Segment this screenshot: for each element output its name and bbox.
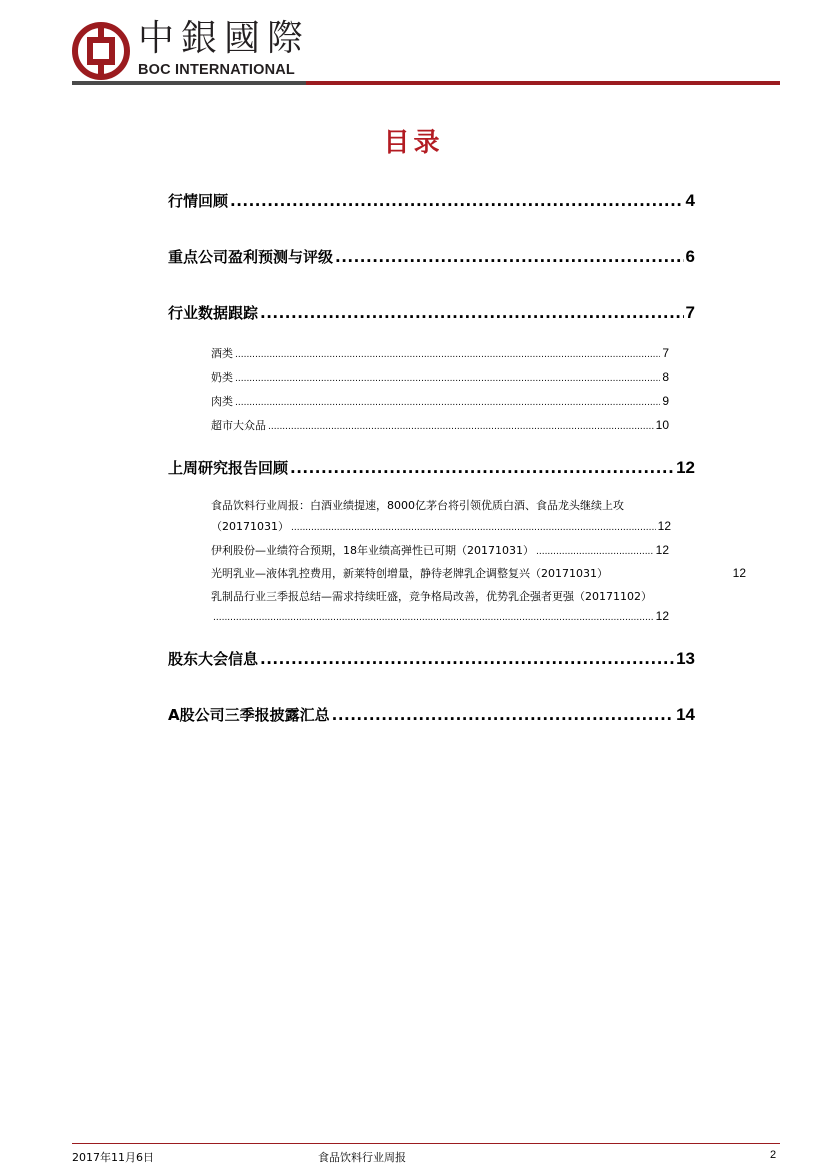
header-rule-dark [72,81,306,85]
boc-logo-icon [72,22,130,80]
toc-entry-label: 行业数据跟踪 [168,304,259,322]
toc-entry-label: （20171031） [211,520,289,533]
toc-leader-dots [230,192,684,210]
footer-rule [72,1143,780,1144]
toc-entry-page: 12 [657,519,671,533]
toc-entry-page: 10 [655,418,669,432]
toc-subentry-dairy[interactable] [211,369,669,385]
brand-name-english: BOC INTERNATIONAL [138,62,295,78]
toc-entry-key-company-forecast[interactable] [168,246,695,267]
toc-entry-last-week-reports[interactable] [168,457,695,478]
toc-report-dairy-q3-line1[interactable]: 乳制品行业三季报总结—需求持续旺盛，竞争格局改善，优势乳企强者更强（20171102） [211,590,652,603]
toc-leader-dots [213,613,654,623]
toc-entry-label: 股东大会信息 [168,650,259,668]
toc-report-dairy-q3[interactable] [211,609,669,623]
toc-report-bright-dairy[interactable] [211,565,746,581]
toc-entry-page: 12 [732,566,746,580]
toc-leader-dots [235,374,660,384]
toc-entry-page: 14 [676,705,695,724]
toc-entry-label: 酒类 [211,347,233,360]
toc-subentry-liquor[interactable] [211,345,669,361]
brand-name-chinese: 中銀國際 [138,18,311,59]
toc-entry-a-share-q3-summary[interactable] [168,704,695,725]
header-rule-red [306,81,780,85]
toc-subentry-supermarket[interactable] [211,417,669,433]
toc-leader-dots [335,248,684,266]
toc-entry-page: 7 [685,303,695,322]
toc-entry-page: 7 [662,346,669,360]
toc-leader-dots [268,422,654,432]
toc-entry-page: 8 [662,370,669,384]
toc-leader-dots [260,304,684,322]
toc-entry-industry-data[interactable] [168,302,695,323]
toc-entry-page: 12 [676,458,695,477]
toc-entry-label: 行情回顾 [168,192,229,210]
toc-subentry-meat[interactable] [211,393,669,409]
page-header [0,0,827,100]
toc-entry-page: 9 [662,394,669,408]
toc-leader-dots [291,523,656,533]
toc-leader-dots [235,350,660,360]
toc-report-weekly-line1[interactable]: 食品饮料行业周报：白酒业绩提速，8000亿茅台将引领优质白酒、食品龙头继续上攻 [211,499,624,512]
toc-entry-market-review[interactable] [168,190,695,211]
toc-entry-label: 伊利股份—业绩符合预期，18年业绩高弹性已可期（20171031） [211,544,534,557]
toc-report-weekly[interactable] [211,518,671,534]
toc-entry-page: 12 [655,609,669,623]
toc-leader-dots [260,650,674,668]
toc-leader-dots [235,398,660,408]
toc-entry-page: 6 [685,247,695,266]
toc-report-yili[interactable] [211,542,669,558]
toc-leader-dots [332,706,674,724]
toc-entry-label: 超市大众品 [211,419,266,432]
toc-entry-shareholder-meetings[interactable] [168,648,695,669]
toc-title: 目录 [383,128,444,158]
toc-entry-page: 12 [655,543,669,557]
toc-entry-label: 重点公司盈利预测与评级 [168,248,334,266]
toc-entry-label: 肉类 [211,395,233,408]
toc-entry-label: 上周研究报告回顾 [168,459,289,477]
toc-entry-label: 奶类 [211,371,233,384]
toc-entry-page: 4 [685,191,695,210]
toc-leader-dots [536,547,654,557]
footer-page-number: 2 [770,1149,777,1161]
footer-date: 2017年11月6日 [72,1151,154,1164]
toc-leader-dots [290,459,674,477]
toc-entry-label: A股公司三季报披露汇总 [168,706,330,724]
toc-entry-page: 13 [676,649,695,668]
footer-report-title: 食品饮料行业周报 [318,1151,406,1164]
toc-entry-label: 光明乳业—液体乳控费用，新莱特创增量，静待老牌乳企调整复兴（20171031） [211,567,608,580]
